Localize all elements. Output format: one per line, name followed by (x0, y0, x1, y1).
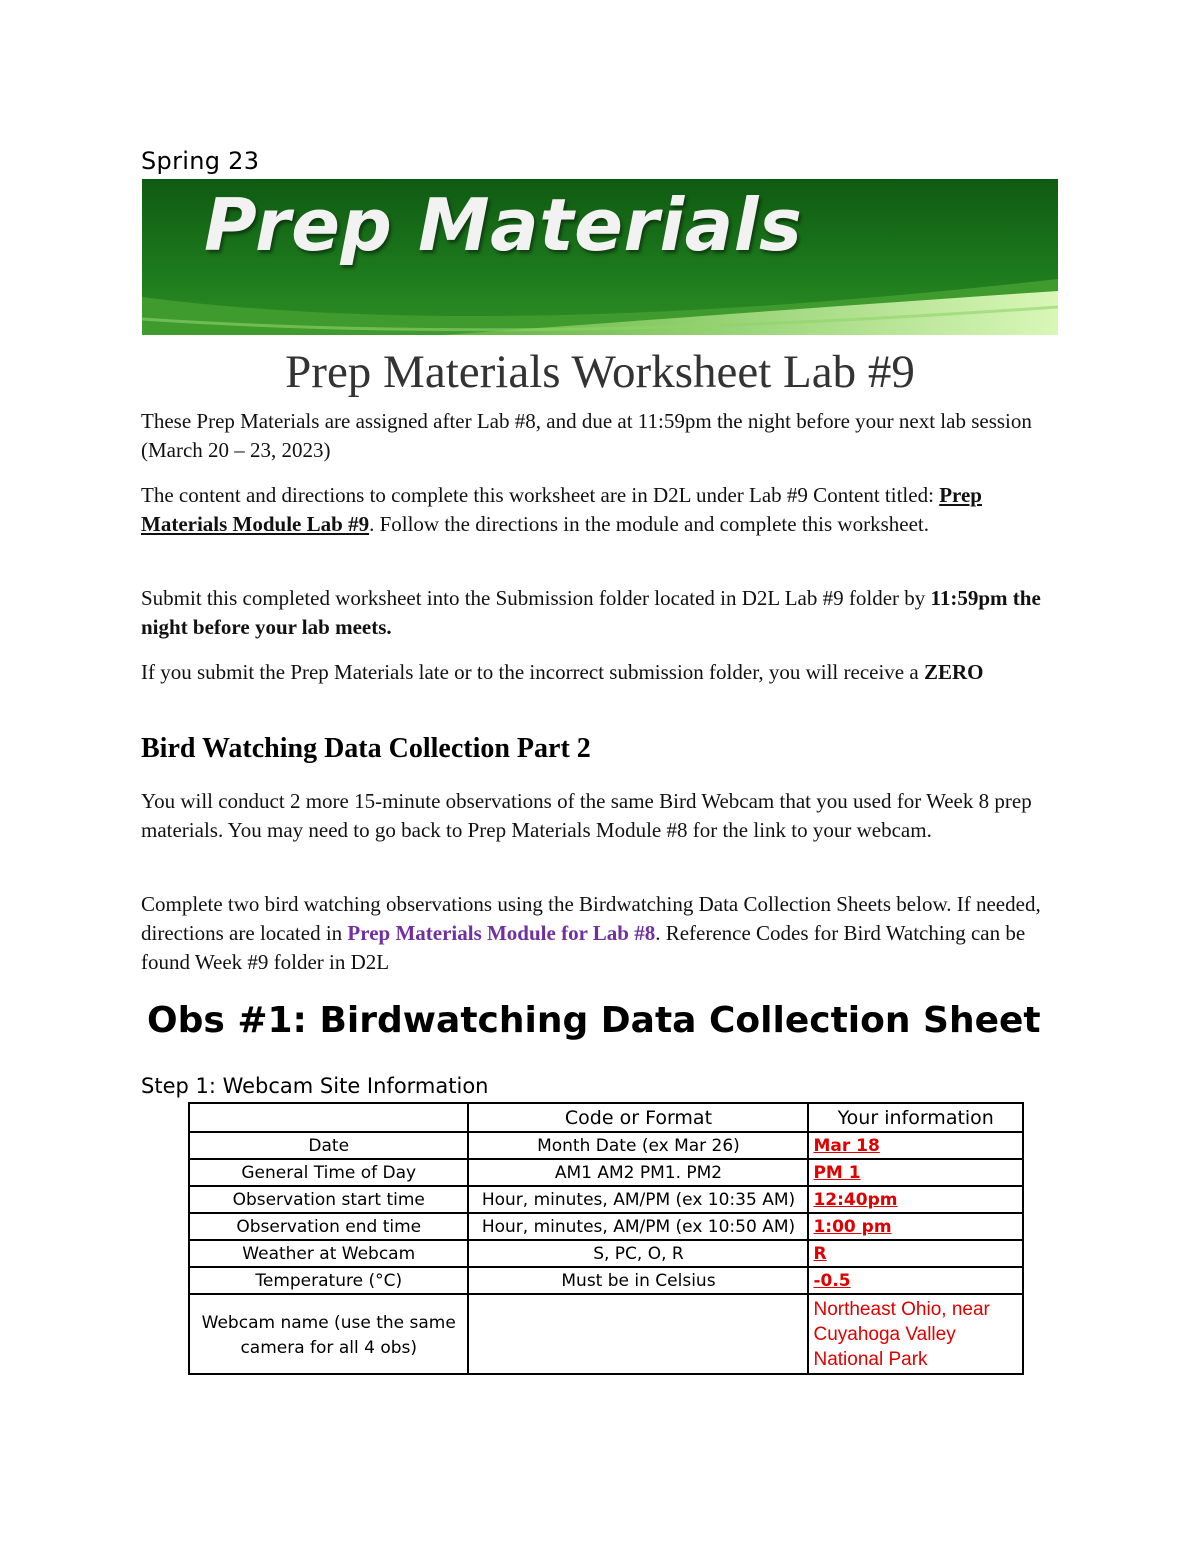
row-label: Weather at Webcam (189, 1240, 468, 1267)
intro-p4-text: If you submit the Prep Materials late or to the incorrect submission folder, you will receive a (141, 660, 924, 684)
row-value: Mar 18 (813, 1135, 880, 1156)
table-row (189, 1159, 1023, 1186)
row-code: Must be in Celsius (468, 1267, 808, 1294)
row-label: Observation start time (189, 1186, 468, 1213)
row-value-cell[interactable] (808, 1213, 1023, 1240)
row-code: AM1 AM2 PM1. PM2 (468, 1159, 808, 1186)
prep-module-lab9-link[interactable]: Prep Materials Module Lab #9 (141, 483, 982, 536)
section-heading: Bird Watching Data Collection Part 2 (141, 733, 591, 764)
prep-materials-banner (142, 179, 1058, 335)
banner-title: Prep Materials (204, 183, 803, 267)
table-row (189, 1294, 1023, 1374)
row-code: Hour, minutes, AM/PM (ex 10:50 AM) (468, 1213, 808, 1240)
row-code: Hour, minutes, AM/PM (ex 10:35 AM) (468, 1186, 808, 1213)
step-heading: Step 1: Webcam Site Information (141, 1074, 489, 1098)
row-value-cell[interactable] (808, 1132, 1023, 1159)
table-row (189, 1132, 1023, 1159)
intro-p2-text-after: . Follow the directions in the module and complete this worksheet. (369, 512, 929, 536)
table-header: Your information (808, 1103, 1023, 1132)
row-value-cell[interactable] (808, 1267, 1023, 1294)
intro-paragraph-3 (141, 584, 1061, 642)
zero-warning: ZERO (923, 660, 984, 684)
row-value-cell[interactable] (808, 1186, 1023, 1213)
table-header (189, 1103, 468, 1132)
row-value-cell[interactable] (808, 1240, 1023, 1267)
intro-paragraph-1: These Prep Materials are assigned after Lab #8, and due at 11:59pm the night before your next lab session (March 20 – 23, 2023) (141, 409, 1032, 462)
section-p2-text-after: . Reference Codes for Bird Watching can be found Week #9 folder in D2L (141, 921, 1026, 974)
webcam-info-table (188, 1102, 1024, 1375)
table-row (189, 1267, 1023, 1294)
intro-p2-text: The content and directions to complete this worksheet are in D2L under Lab #9 Content titled: (141, 483, 940, 507)
row-code: S, PC, O, R (468, 1240, 808, 1267)
row-value: 12:40pm (813, 1189, 898, 1210)
term-label: Spring 23 (141, 147, 260, 175)
section-p2-text: Complete two bird watching observations using the Birdwatching Data Collection Sheets below. If needed, directions are located in (141, 892, 1041, 945)
row-label: Observation end time (189, 1213, 468, 1240)
intro-p3-text: Submit this completed worksheet into the Submission folder located in D2L Lab #9 folder by (141, 586, 931, 610)
row-value-cell[interactable] (808, 1159, 1023, 1186)
deadline-text: 11:59pm the night before your lab meets. (141, 586, 1041, 639)
webcam-name-value[interactable]: Northeast Ohio, near Cuyahoga Valley National Park (808, 1294, 1023, 1374)
section-paragraph-2 (141, 890, 1061, 977)
section-paragraph-1: You will conduct 2 more 15-minute observations of the same Bird Webcam that you used for Week 8 prep materials. You may need to go back to Prep Materials Module #8 for the link to your webcam. (141, 789, 1032, 842)
prep-module-lab8-link[interactable]: Prep Materials Module for Lab #8 (347, 921, 656, 945)
row-value: 1:00 pm (813, 1216, 892, 1237)
table-row (189, 1213, 1023, 1240)
row-label: Temperature (°C) (189, 1267, 468, 1294)
intro-paragraph-2 (141, 481, 1061, 539)
row-label: General Time of Day (189, 1159, 468, 1186)
page-title: Prep Materials Worksheet Lab #9 (285, 346, 915, 398)
obs-heading: Obs #1: Birdwatching Data Collection Sheet (147, 1000, 1041, 1041)
table-header: Code or Format (468, 1103, 808, 1132)
table-row (189, 1186, 1023, 1213)
row-code: Month Date (ex Mar 26) (468, 1132, 808, 1159)
intro-paragraph-4 (141, 658, 1061, 687)
row-label: Date (189, 1132, 468, 1159)
row-label: Webcam name (use the same camera for all 4 obs) (189, 1294, 468, 1374)
row-value: PM 1 (813, 1162, 861, 1183)
table-row (189, 1240, 1023, 1267)
row-value: -0.5 (813, 1270, 851, 1291)
table-header-row (189, 1103, 1023, 1132)
row-value: R (813, 1243, 827, 1264)
row-code (468, 1294, 808, 1374)
